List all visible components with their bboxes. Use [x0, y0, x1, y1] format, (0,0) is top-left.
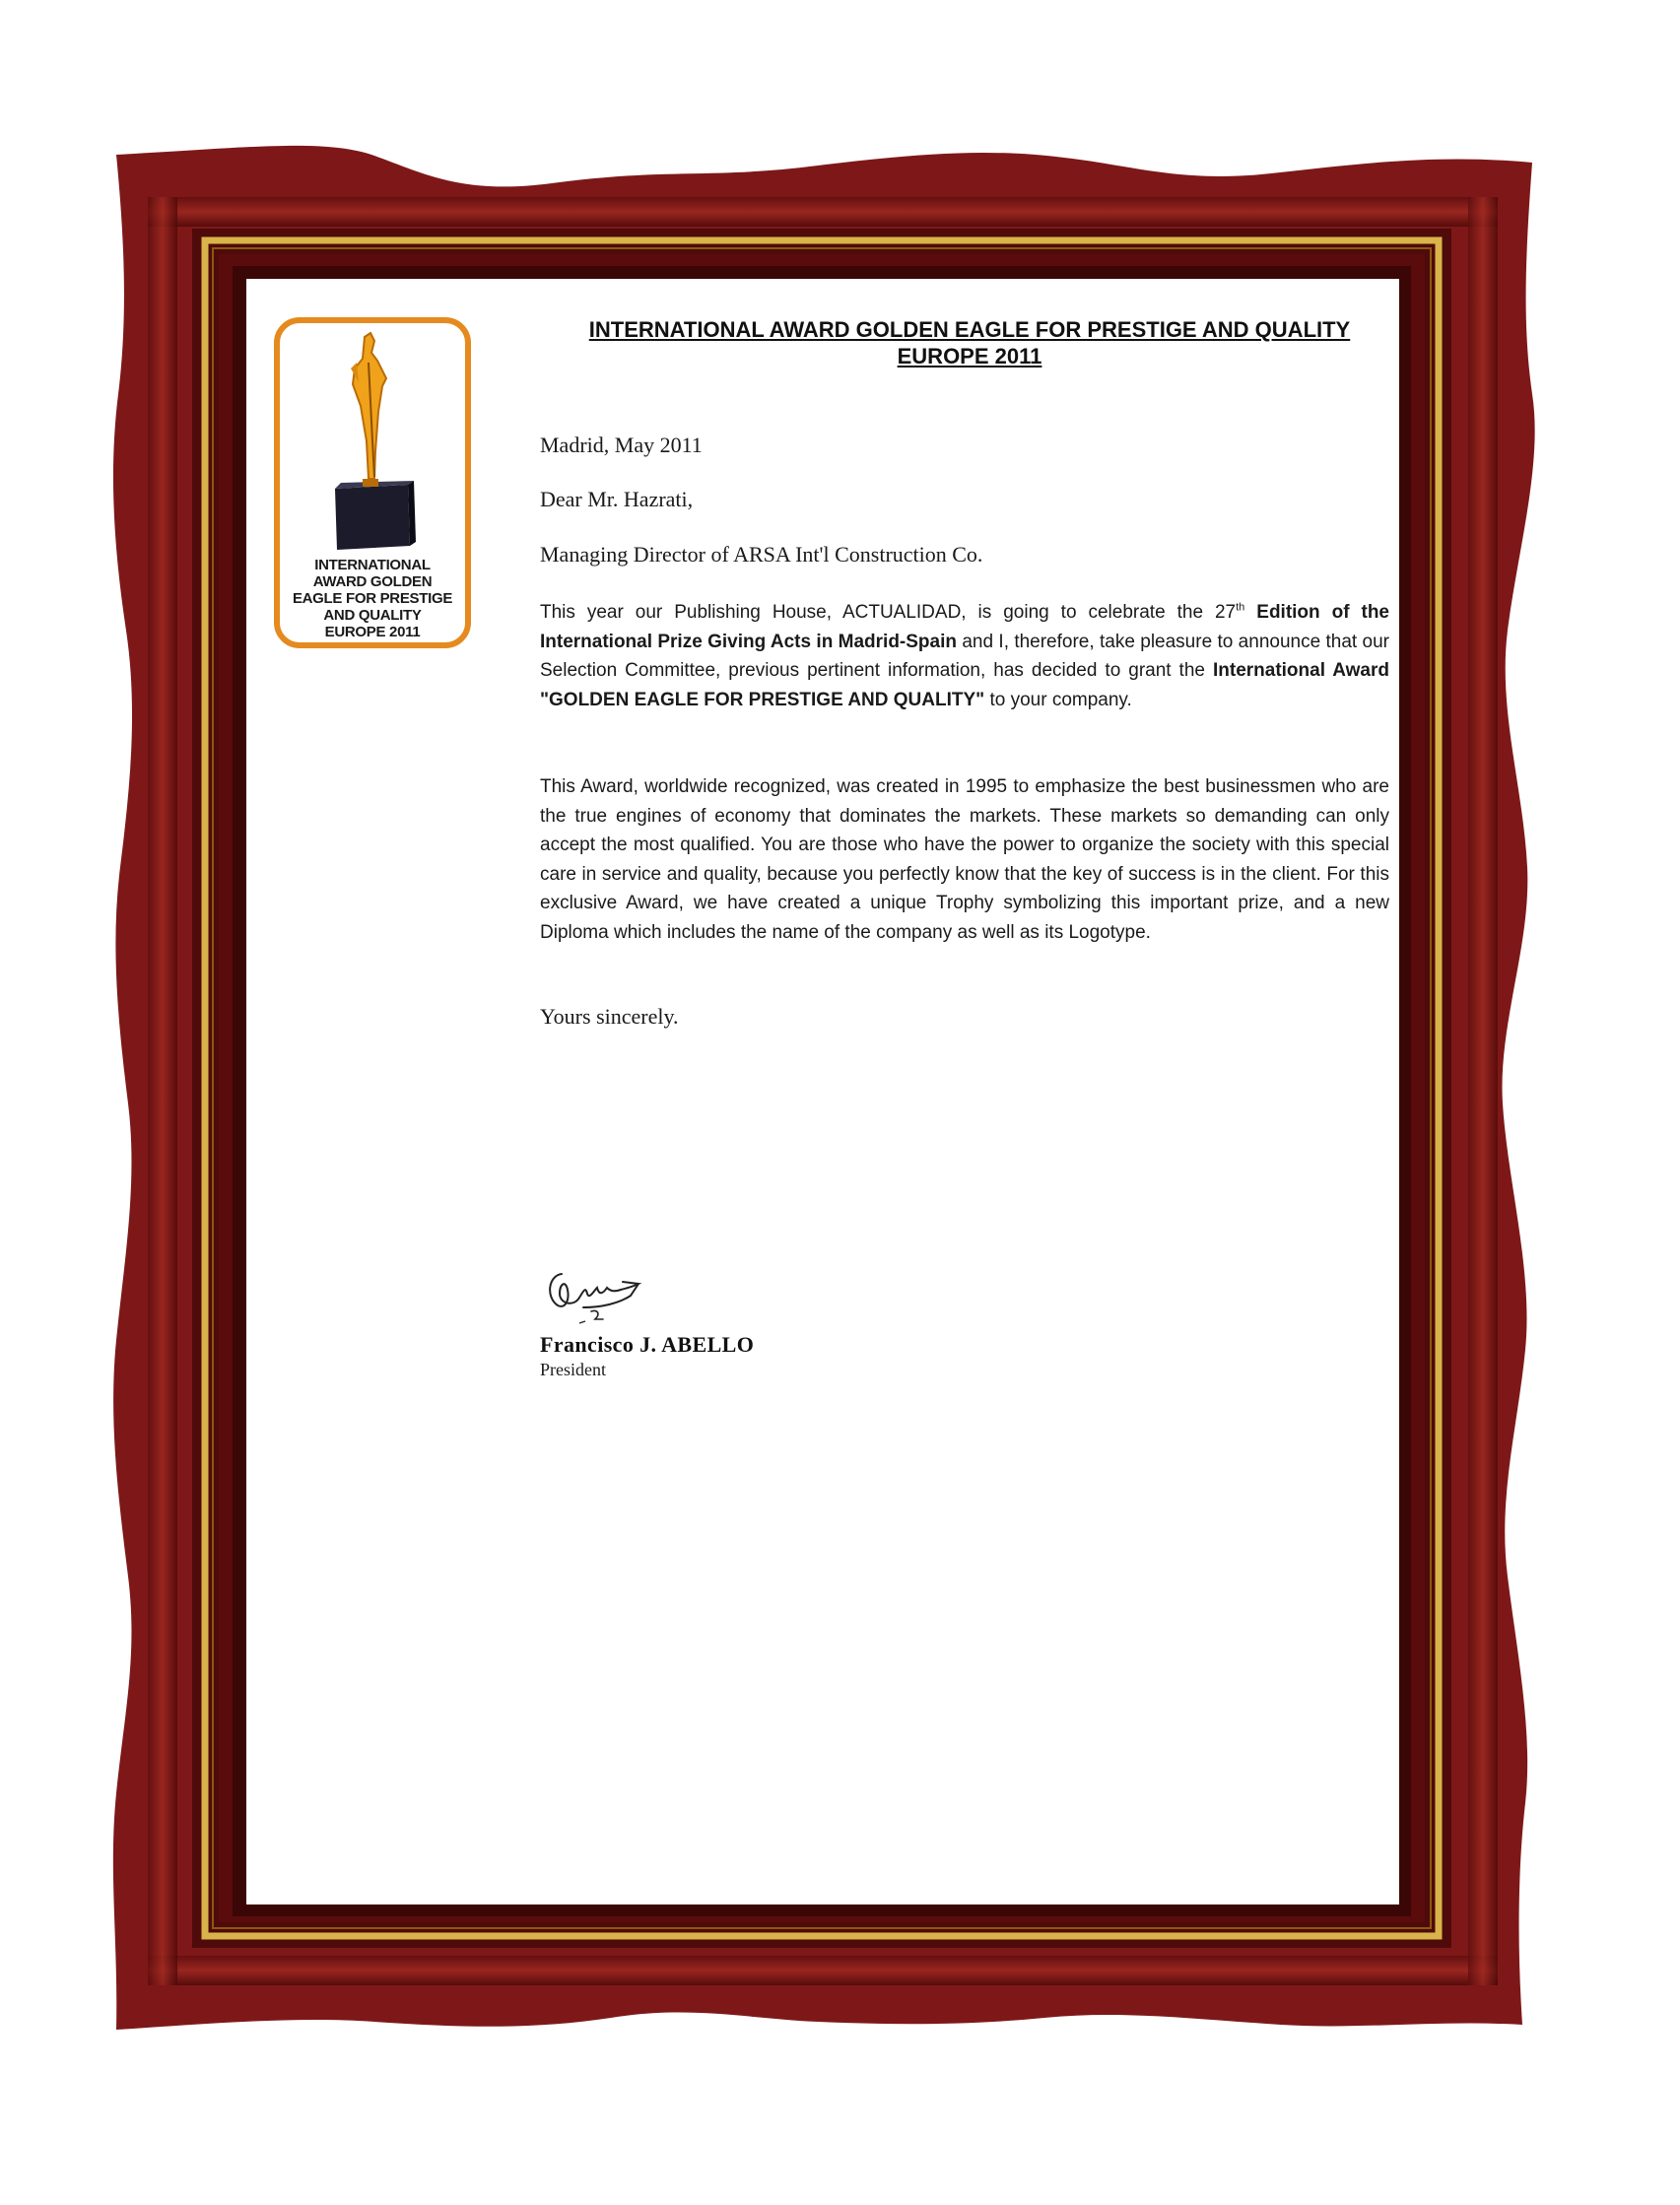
- letter-content: [540, 316, 1390, 1379]
- paragraph-1: [540, 598, 1389, 714]
- logo-text: [280, 557, 465, 640]
- p1-bold-2: International Award "GOLDEN EAGLE FOR PRESTIGE AND QUALITY": [540, 660, 1390, 710]
- p1-text-1: This year our Publishing House, ACTUALIDAD, is going to celebrate the 27: [540, 602, 1237, 623]
- letter-date: Madrid, May 2011: [540, 433, 703, 457]
- salutation: Dear Mr. Hazrati,: [540, 487, 694, 511]
- title-line-2: EUROPE 2011: [897, 344, 1042, 368]
- closing: Yours sincerely.: [540, 1004, 679, 1029]
- recipient-role: Managing Director of ARSA Int'l Construction Co.: [540, 542, 983, 567]
- signer-name: Francisco J. ABELLO: [540, 1332, 755, 1357]
- logo-line: AND QUALITY: [323, 607, 422, 624]
- p1-bold-1: Edition of the International Prize Giving Acts in Madrid-Spain: [540, 602, 1389, 652]
- award-logo: [274, 317, 471, 648]
- signer-title: President: [540, 1360, 606, 1379]
- page-title: [540, 316, 1389, 369]
- logo-line: EUROPE 2011: [324, 624, 421, 640]
- p1-text-2: and I, therefore, take pleasure to announce that our Selection Committee, previous pertinent information, has decided to grant the: [540, 631, 1390, 682]
- letter-paper: [246, 279, 1399, 1904]
- title-line-1: INTERNATIONAL AWARD GOLDEN EAGLE FOR PRESTIGE AND QUALITY: [588, 317, 1351, 342]
- logo-line: AWARD GOLDEN: [312, 573, 433, 590]
- p1-superscript: th: [1236, 601, 1245, 614]
- paragraph-2: This Award, worldwide recognized, was created in 1995 to emphasize the best businessmen who are the true engines of economy that dominates the markets. These markets so demanding can only accept the most qualified. You are those who have the power to organize the society with this special care in service and quality, because you perfectly know that the key of success is in the client. For this exclusive Award, we have created a unique Trophy symbolizing this important prize, and a new Diploma which includes the name of the company as well as its Logotype.: [540, 776, 1389, 943]
- logo-line: INTERNATIONAL: [314, 557, 431, 573]
- logo-line: EAGLE FOR PRESTIGE: [292, 590, 453, 607]
- p1-text-3: to your company.: [989, 689, 1132, 710]
- signature-icon: [540, 1262, 648, 1331]
